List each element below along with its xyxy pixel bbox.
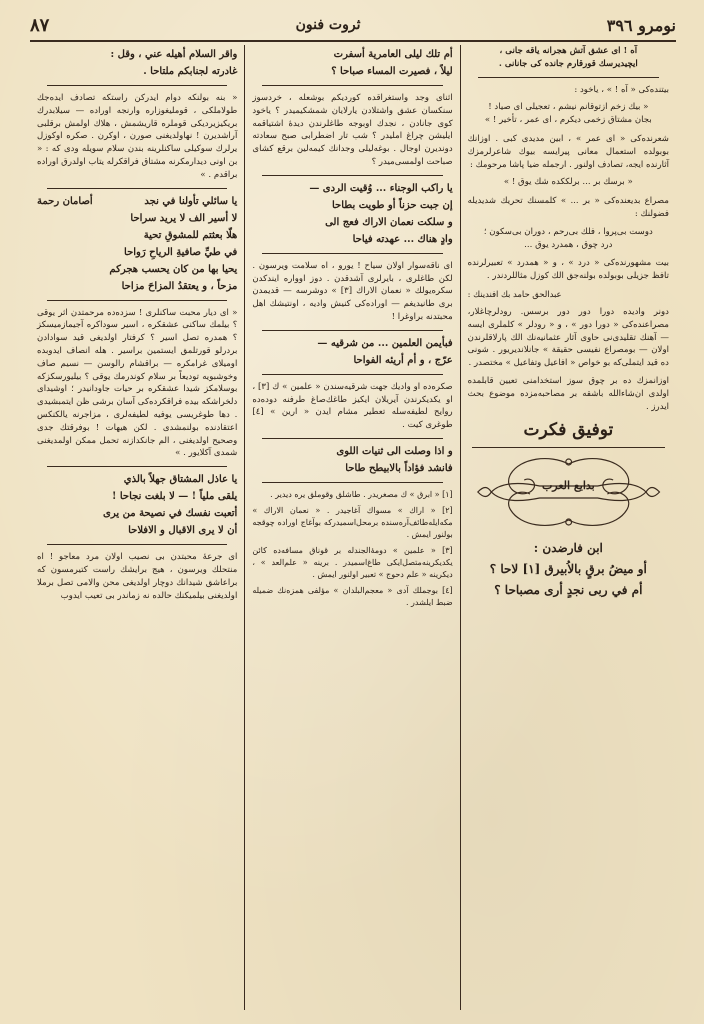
intro-line: ایچیدیرسك قورقارم جانده كی جانانی . (498, 58, 638, 69)
verse-couplet (37, 48, 237, 62)
divider (262, 175, 442, 176)
paragraph: اوزانمزك ده بر چوق سوز استخدامنی تعیین قابلمده اولدی ان‌شاءالله باشقه بر مصاحبه‌مزده موضوع بحث ایدرز . (467, 375, 669, 412)
verse-hemistich: أم تلك ليلى العامرية أسفرت (333, 49, 453, 60)
verse-couplet (252, 65, 452, 79)
paragraph: بیت مشهورنده‌كی « درد » ، و « همدرد » تعبیرلرنده تافظ جزیلی بوبولده بولنه‌جق الك كوزل مثاللردندر . (467, 258, 669, 282)
verse-couplet (252, 216, 452, 230)
verse-couplet (37, 212, 237, 226)
verse-couplet (37, 524, 237, 538)
footnote: [٤] بوجملك آدی « معجم‌البلدان » مؤلفی همزه‌نك ضميله ضبط ايلشدر . (252, 585, 453, 607)
verse-couplet (37, 229, 237, 243)
divider (262, 330, 442, 331)
page-number: ٨٧ (30, 14, 50, 36)
paragraph: اثنای وجد واستغراقده كوردیكم بوشعله ، خردسوز سنكسان عشق واشتلادن یارلایان شمشكیمیدر ؟ یاخود كوی جانادن ، نجدك اوبوجه طاغلرندن دیدهٔ اشتیاقمه ایلیشن چراغ امليدر ؟ شب تار اضطرابی صبح سعادته دوندیرن اوجال . بوغه‌لیلی وجدانك كیمه‌لین برقع كشای صباحت اولمسی‌میدر ؟ (252, 93, 453, 167)
quote-line: دوست بی‌پروا ، فلك بی‌رحم ، دوران بی‌سكون ؛ (483, 226, 653, 237)
quote-line: درد چوق ، همدرد یوق ... (524, 239, 613, 250)
verse-hemistich: غادرته لجنابكم ملتاحا . (143, 66, 238, 77)
verse-couplet (252, 48, 452, 62)
verse-hemistich: وادٍ هناك ... عهدته فياحا (352, 233, 453, 245)
verse-hemistich: يا عاذل المشتاق جهلاً بالذي (123, 474, 238, 486)
poem-line: أم في ربى نجدٍ أرى مصباحا ؟ (494, 583, 643, 598)
intro-line: آه ! ای عشق آتش هجرانه یاقه جانی ، (499, 46, 638, 56)
verse-hemistich: أصامان رحمة (37, 195, 93, 207)
verse-hemistich: إن جبت حزناً أو طويت بطاحا (331, 199, 453, 211)
ornament-title: بدایع العرب (541, 479, 595, 493)
paragraph: بیتنده‌كی « آه ! » ، یاخود : (574, 84, 669, 95)
divider (478, 77, 659, 78)
footnote: [١] « ابرق » ك مصغريدر . طاشلق وقوملق يره ديدير . (270, 489, 453, 499)
verse-hemistich: عرّج ، و أم أريئه الفواحا (353, 354, 453, 366)
verse-couplet (37, 65, 237, 79)
verse-hemistich: لا أسير الف لا يريد سراحا (130, 212, 238, 224)
verse-hemistich: يا راكب الوجناء ... وُقيت الردى — (309, 182, 453, 194)
verse-couplet (37, 280, 237, 294)
verse-hemistich: ليلاً ، فصيرت المساء صباحا ؟ (331, 66, 453, 77)
verse-hemistich: هلّا بعثتم للمشوقِ تحية (143, 229, 238, 241)
verse-couplet (37, 507, 237, 521)
paragraph: صكره‌ده او واديك جهت شرقيه‌سندن « علمين » ك [٣] ، او يكديكرندن آيريلان ايكيز طاغك‌صاغ طرفنه دوده‌ده روايح لطيفه‌سله تعطير مشام ايدن « ارين » [٤] طوغری كيت . (252, 381, 453, 431)
verse-hemistich: مزحاً ، و يعتقدُ المزاحَ مزاحا (121, 280, 238, 292)
divider (262, 253, 442, 254)
verse-hemistich: يا سائلي تأولنا في نجد (144, 195, 238, 207)
divider (262, 85, 442, 86)
divider (47, 466, 227, 467)
footnote: [٣] « علمين » دومهٔ‌الجندله بر قوناق مسافه‌ده كائن يكديكرينه‌متصل‌ايكی طاغ‌اسميدر . برينه « علم‌العد » ، ديكرينه « علم دحوج » تعبير اولنور ايمش . (252, 545, 453, 579)
paragraph: « بنه بولنكه دوام ايدركن راستكه تصادف ايده‌جك طولاملكی ، قومليغوزاره وارنجه اوراده — سيلابدرك بريكيزيردیكی قوملره قاريشمش ، هلاك اولمش برقلبی آراشديرن ! نهاولديغنی صورن ، اوكرن . صكره اوكوزل يرلرك سوكيلی ساكنلرينه بندن سلام سويله ودی كه : « بن اونی ديدارمكرنه مشتاق فراقكرله يتاب اولدرق اوراده براقدم . » (37, 93, 238, 180)
attribution: عبدالحق حامد بك افندینك : (467, 288, 562, 299)
verse-couplet (252, 233, 452, 247)
poem-line: أو ميضُ برقٍ بالاُبيرق [١] لاحا ؟ (489, 562, 647, 577)
verse-hemistich: يحيا بها من كان يحسب هجركم (109, 263, 238, 275)
verse-hemistich: و سلكت نعمان الاراك فعج الى (325, 216, 453, 228)
verse-hemistich: واقر السلام أهيله عني ، وقل : (110, 49, 238, 60)
paragraph: شعرنده‌كی « ای عمر » ، ابین مدیدی كبی . اوزانك بوبولده استعمال معانی پیرایسه بیوك شاعرلرمزك آثارنده ایجه، تصادف اولنور . ارجمله ضیا پاشا مرحومك : (467, 133, 669, 170)
verse-hemistich: في طيِّ صافيةِ الرياحِ رَواحا (124, 246, 238, 258)
signature-name: توفیق فكرت (523, 420, 614, 441)
quote-line: بجان مشتاق زخمی دیكرم ، ای عمر ، تأخیر ! » (484, 115, 652, 126)
divider (47, 300, 227, 301)
quote-line: « برسك بر ... برلككده شك یوق ! » (503, 177, 633, 188)
column-left (30, 45, 245, 1010)
divider (262, 438, 442, 439)
verse-hemistich: أتعبت نفسك في نصيحة من يرى (103, 508, 238, 520)
paragraph: دونر واديده دورا دور دور برسس. رودلرچاغلار، مصراعنده‌كی « دورا دور » ، و « رودلر » كلملری ایسه — آهنك تقلیدی‌نی حاوی آثار عثمانیه‌نك الك پارلاقلرندن اولان — بومصراع نفیسی حقیقة » جانلاندیریور . شونی ده قید ایتملی‌كه بو خواص « افاعیل وتفاعیل » مختصدر . (467, 306, 669, 369)
footnote: [٢] « اراك » مسواك آغاجيدر . « نعمان الاراك » مكه‌ايله‌طائف‌آره‌سنده برمحل‌اسميدركه بوآغاج اوراده چوقجه بولنور ايمش . (252, 505, 453, 539)
column-right (461, 45, 676, 1010)
journal-title: ثروت فنون (295, 17, 361, 33)
verse-hemistich: أن لا يرى الاقبال و الافلاحا (128, 525, 238, 537)
section-ornament (472, 447, 665, 534)
paragraph: ای ناقه‌سوار اولان سیاح ! يورو ، اه سلامت ويرسون . لكن طاغلری ، بايرلری آشدقدن . دوز اوواره ايندكدن سكره‌يولك « نعمان الاراك [٣] » دوشرسه — قديمدن بری طانيديغم — اوراده‌كی كنيش واديه ، اونتيشك اهل محبتدنه براوغرا ! (252, 260, 453, 322)
verse-couplet (252, 199, 452, 213)
verse-hemistich: و اذا وصلت الى ثنيات اللوى (336, 445, 453, 457)
paragraph: ای جرعهٔ محبتدن بی نصيب اولان مرد معاجو ! اه منتحلك ويرسون ، هيج برايشك راست كتيرمسون كه براعاشق شيدانك دوچار اولديغی محن والامی تصل برملا اولديغنی بيلميكنك حالده نه زماندر بی تعيب ايدوب (37, 552, 238, 601)
verse-hemistich: فانشد فؤاداً بالابيطح طاحا (345, 462, 453, 474)
column-middle (245, 45, 460, 1010)
header-rule (30, 40, 676, 42)
divider (262, 374, 442, 375)
paragraph: مصراع بدیعنده‌كی « بر ... » كلمسنك تحریك شدیدیله فضولنك : (467, 196, 669, 219)
verse-couplet (252, 445, 452, 459)
page-header (30, 10, 676, 40)
columns (30, 45, 676, 1010)
paragraph: « ای ديار محبت ساكنلری ! سزده‌ده مرحمتدن اثر يوقی ؟ بيلمك ساكنی عشقكره ، اسير سوداكره آجيمازميسكز ؟ همدره تصل اسير ؟ كرفتار اولديغی قيد سوادادن بردرلو قورتلمق ايستمين براسير . هله انصاف ايدوبده اوميلای غرامكره — براقشام رالوسن — نسيم صاف وخوشبويه توديعاً بر سلام كوندرمك يوقی ؟ بيليورسكزكه بوسلامكز شيدا عشقكره بر حيات جاودانيدر ؛ اوشيدای دلخراشكه بيده فراقكرده‌كی آسان برشی ظن ايتمبشيدی . دها طوغريسی يوفيه لطيفه‌لری ، مزاجرنه يالكنكس اعتقادنده بولنمشدی . لكن هيهات ! بوفرقتك جدی وصحيح اولديغنی ، الم جانكدازنه تحمل ممكن اولمديغنی شمدی آكلايور . » (37, 307, 238, 459)
issue-number: نومرو ٣٩٦ (606, 15, 676, 35)
verse-couplet (37, 246, 237, 260)
divider (47, 544, 227, 545)
verse-couplet (252, 182, 452, 196)
quote-line: « بیك زخم ازتوقانم نیشم ، تعجیلی ای صیاد ! (488, 102, 649, 113)
verse-couplet (252, 354, 452, 368)
author-line: ابن فارضدن : (533, 541, 603, 556)
verse-hemistich: يلقى ملياً ! — لا بلغت نجاحا ! (112, 491, 238, 503)
verse-couplet (252, 337, 452, 351)
verse-hemistich: فبأيمن العلمين ... من شرقيه — (317, 337, 453, 349)
divider (47, 188, 227, 189)
verse-couplet (37, 490, 237, 504)
divider (47, 85, 227, 86)
footnotes (252, 489, 452, 609)
verse-couplet (252, 462, 452, 476)
verse-couplet (37, 263, 237, 277)
verse-couplet (37, 195, 237, 209)
verse-couplet (37, 473, 237, 487)
footnote-rule (262, 482, 442, 483)
